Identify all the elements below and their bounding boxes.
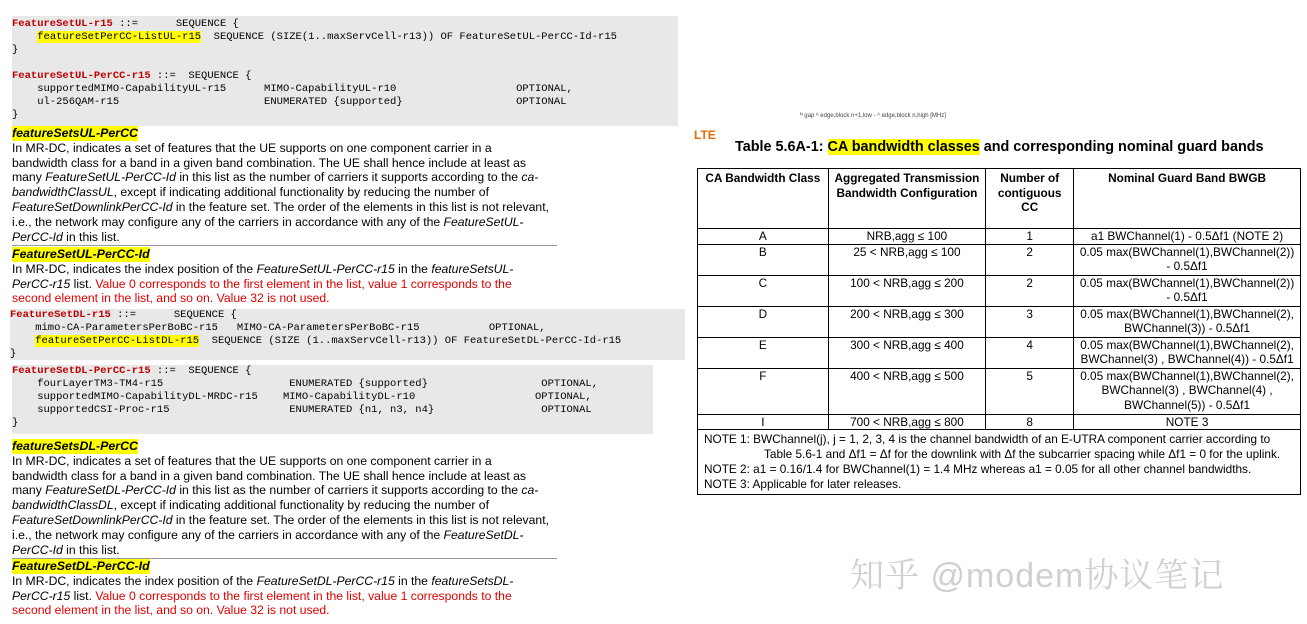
- watermark: 知乎 @modem协议笔记: [850, 557, 1225, 595]
- red-note: Value 0 corresponds to the first element in the list, value 1 corresponds to the second element in the list, and so on. Value 32 is not used.: [12, 276, 512, 306]
- table-row: E 300 < NRB,agg ≤ 400 4 0.05 max(BWChannel(1),BWChannel(2), BWChannel(3) , BWChannel(4)) - 0.5Δf1: [698, 337, 1301, 368]
- field-featuresets-ul-percc: featureSetsUL-PerCC In MR-DC, indicates a set of features that the UE supports on one component carrier in a bandwidth class for a band in a given band combination. The UE shall hence include at least as many FeatureSetUL-PerCC-Id in this list as the number of carriers it supports according to the ca-bandwidthClassUL, except if indicating additional functionality by reducing the number of FeatureSetDownlinkPerCC-Id in the feature set. The order of the elements in this list is not relevant, i.e., the network may configure any of the carriers in accordance with any of the FeatureSetUL-PerCC-Id in this list.: [12, 126, 549, 244]
- code-highlight: featureSetPerCC-ListDL-r15: [35, 335, 200, 347]
- field-featureset-ul-percc-id: FeatureSetUL-PerCC-Id In MR-DC, indicates the index position of the FeatureSetUL-PerCC-r15 in the featureSetsUL-PerCC-r15 list. Value 0 corresponds to the first element in the list, value 1 corresponds to the second element in the list, and so on. Value 32 is not used.: [12, 247, 514, 306]
- table-header-row: [698, 169, 1301, 229]
- red-note: Value 0 corresponds to the first element in the list, value 1 corresponds to the second element in the list, and so on. Value 32 is not used.: [12, 588, 512, 618]
- note-1: NOTE 1: BWChannel(j), j = 1, 2, 3, 4 is the channel bandwidth of an E-UTRA component carrier according to Table 5.6-1 and Δf1 = Δf for the downlink with Δf the subcarrier spacing while Δf1 = 0 for the uplink.: [704, 432, 1281, 461]
- table-notes: [698, 430, 1301, 495]
- code-keyword: FeatureSetUL-r15: [12, 18, 113, 30]
- table-row: A NRB,agg ≤ 100 1 a1 BWChannel(1) - 0.5Δf1 (NOTE 2): [698, 229, 1301, 245]
- header-cell: Number of contiguous CC: [986, 169, 1074, 229]
- field-title: featureSetsUL-PerCC: [12, 126, 139, 140]
- header-cell: Nominal Guard Band BWGB: [1074, 169, 1301, 229]
- table-row: B 25 < NRB,agg ≤ 100 2 0.05 max(BWChannel(1),BWChannel(2)) - 0.5Δf1: [698, 244, 1301, 275]
- table-title: Table 5.6A-1: CA bandwidth classes and corresponding nominal guard bands: [735, 139, 1264, 155]
- table-row: C 100 < NRB,agg ≤ 200 2 0.05 max(BWChannel(1),BWChannel(2)) - 0.5Δf1: [698, 275, 1301, 306]
- field-title: featureSetsDL-PerCC: [12, 439, 139, 453]
- code-keyword: FeatureSetDL-r15: [10, 309, 111, 321]
- note-3: NOTE 3: Applicable for later releases.: [704, 477, 902, 491]
- title-highlight: CA bandwidth classes: [827, 139, 980, 155]
- table-row: F 400 < NRB,agg ≤ 500 5 0.05 max(BWChannel(1),BWChannel(2), BWChannel(3) , BWChannel(4) , BWChannel(5)) - 0.5Δf1: [698, 368, 1301, 414]
- field-featuresets-dl-percc: featureSetsDL-PerCC In MR-DC, indicates a set of features that the UE supports on one component carrier in a bandwidth class for a band in a given band combination. The UE shall hence include at least as many FeatureSetDL-PerCC-Id in this list as the number of carriers it supports according to the ca-bandwidthClassDL, except if indicating additional functionality by reducing the number of FeatureSetDownlinkPerCC-Id in the feature set. The order of the elements in this list is not relevant, i.e., the network may configure any of the carriers in accordance with any of the FeatureSetDL-PerCC-Id in this list.: [12, 439, 549, 557]
- ca-bandwidth-table: [697, 168, 1301, 495]
- note-2: NOTE 2: a1 = 0.16/1.4 for BWChannel(1) = 1.4 MHz whereas a1 = 0.05 for all other channel bandwidths.: [704, 462, 1252, 476]
- lte-label: LTE: [694, 128, 716, 142]
- field-featureset-dl-percc-id: FeatureSetDL-PerCC-Id In MR-DC, indicates the index position of the FeatureSetDL-PerCC-r15 in the featureSetsDL-PerCC-r15 list. Value 0 corresponds to the first element in the list, value 1 corresponds to the second element in the list, and so on. Value 32 is not used.: [12, 559, 514, 618]
- code-block-featureset-dl: FeatureSetDL-r15 ::= SEQUENCE { mimo-CA-ParametersPerBoBC-r15 MIMO-CA-ParametersPerBoBC-r15 OPTIONAL, featureSetPerCC-ListDL-r15 SEQUENCE (SIZE (1..maxServCell-r13)) OF FeatureSetDL-PerCC-Id-r15 }: [10, 309, 685, 360]
- header-cell: Aggregated Transmission Bandwidth Configuration: [828, 169, 986, 229]
- field-title: FeatureSetUL-PerCC-Id: [12, 247, 150, 261]
- table-notes-row: [698, 430, 1301, 495]
- cropped-caption: ᴺ gap ᴬ edge,block n+1,low - ᴬ edge,block n,high [MHz]: [800, 113, 946, 119]
- code-keyword: FeatureSetDL-PerCC-r15: [12, 365, 151, 377]
- code-block-featureset-ul: FeatureSetUL-r15 ::= SEQUENCE { featureSetPerCC-ListUL-r15 SEQUENCE (SIZE(1..maxServCell-r13)) OF FeatureSetUL-PerCC-Id-r15 } FeatureSetUL-PerCC-r15 ::= SEQUENCE { supportedMIMO-CapabilityUL-r15 MIMO-CapabilityUL-r10 OPTIONAL, ul-256QAM-r15 ENUMERATED {supported} OPTIONAL }: [12, 16, 678, 126]
- header-cell: CA Bandwidth Class: [698, 169, 829, 229]
- code-highlight: featureSetPerCC-ListUL-r15: [37, 31, 202, 43]
- divider: [12, 245, 557, 246]
- table-row: D 200 < NRB,agg ≤ 300 3 0.05 max(BWChannel(1),BWChannel(2), BWChannel(3)) - 0.5Δf1: [698, 306, 1301, 337]
- code-block-featureset-dl-percc: FeatureSetDL-PerCC-r15 ::= SEQUENCE { fourLayerTM3-TM4-r15 ENUMERATED {supported} OPTIONAL, supportedMIMO-CapabilityDL-MRDC-r15 MIMO-CapabilityDL-r10 OPTIONAL, supportedCSI-Proc-r15 ENUMERATED {n1, n3, n4} OPTIONAL }: [12, 365, 653, 434]
- code-keyword: FeatureSetUL-PerCC-r15: [12, 70, 151, 82]
- field-title: FeatureSetDL-PerCC-Id: [12, 559, 150, 573]
- table-row: I 700 < NRB,agg ≤ 800 8 NOTE 3: [698, 414, 1301, 430]
